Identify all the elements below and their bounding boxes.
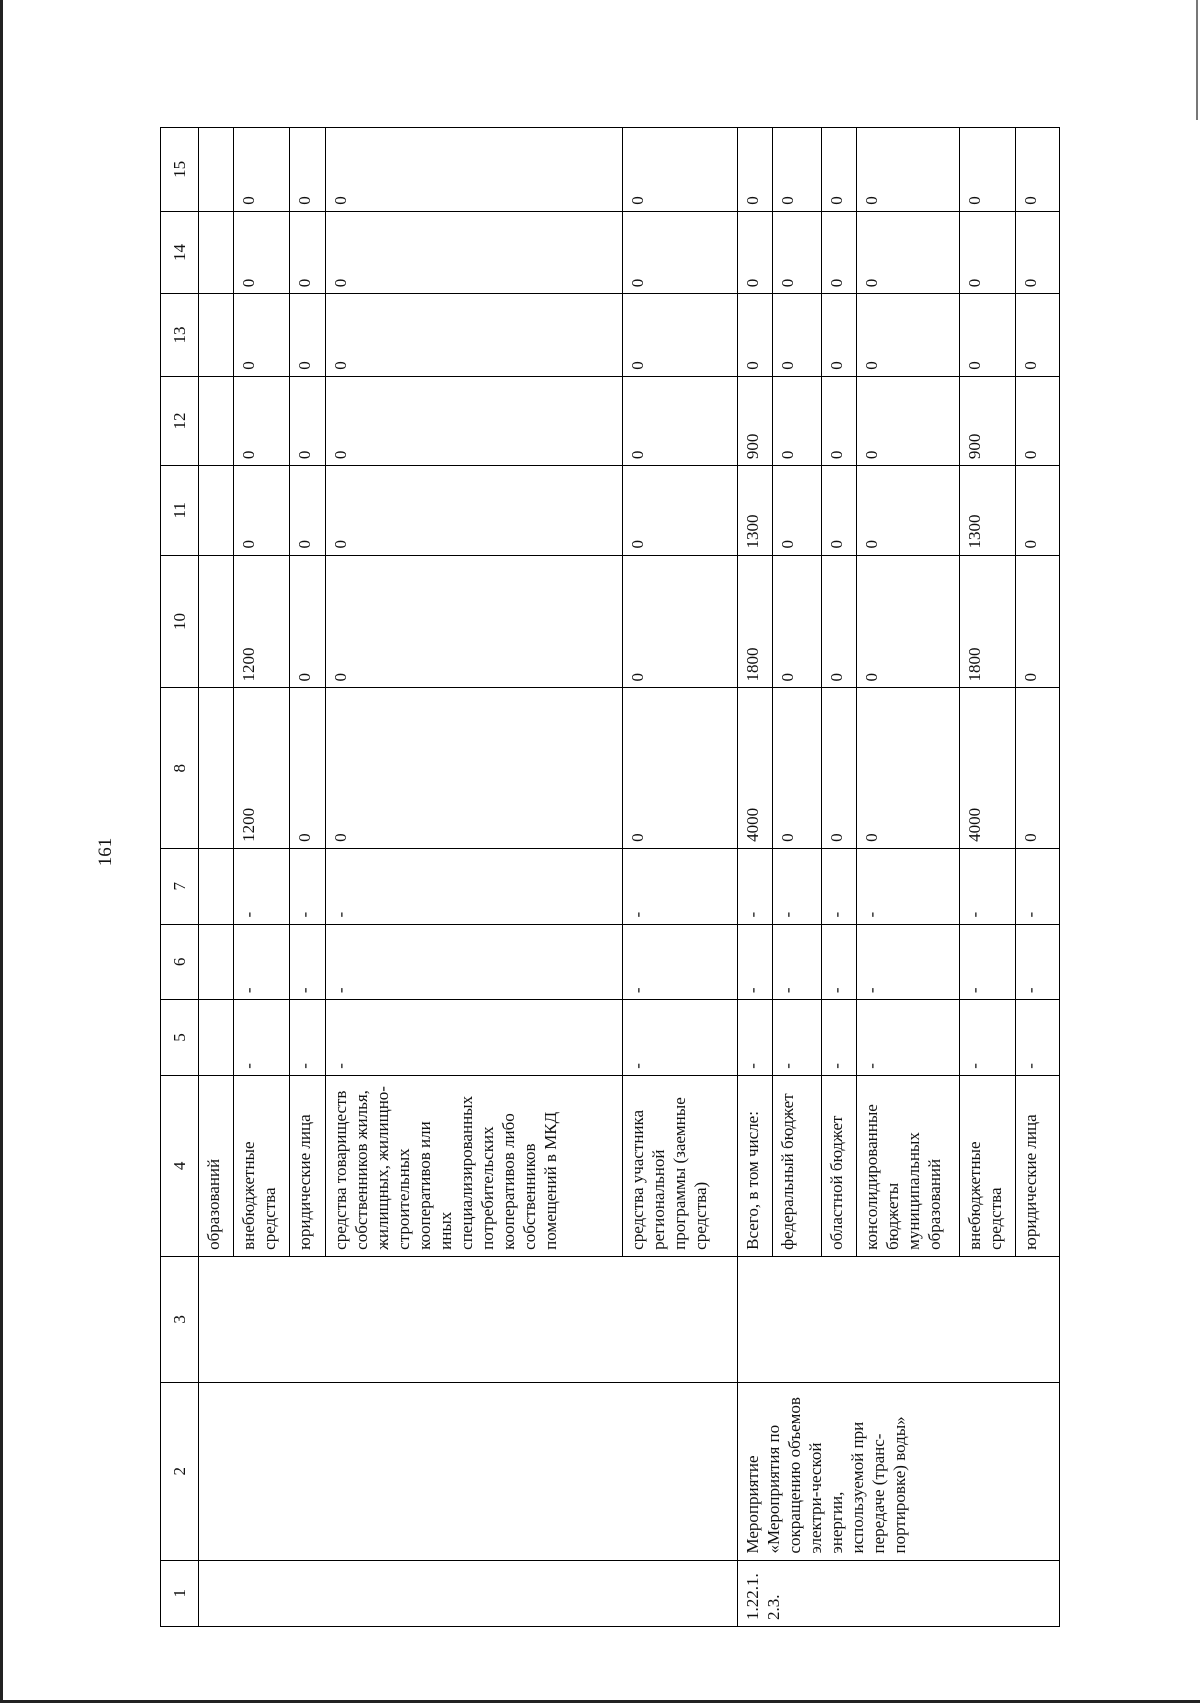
value-cell-col7: - [623, 848, 738, 924]
column-header: 13 [161, 294, 199, 377]
value-cell-col14: 0 [857, 211, 960, 294]
funding-source-cell: внебюджетные средства [959, 1075, 1015, 1256]
funding-source-cell: федеральный бюджет [773, 1075, 822, 1256]
value-cell-col6: - [234, 924, 290, 1000]
value-cell-col6: - [623, 924, 738, 1000]
value-cell-col11: 0 [821, 466, 856, 555]
rotated-table-container [160, 127, 1060, 1627]
value-cell-col8: 0 [290, 688, 325, 848]
value-cell-col15: 0 [234, 128, 290, 212]
column-header: 4 [161, 1075, 199, 1256]
value-cell-col14 [199, 211, 234, 294]
value-cell-col7: - [738, 848, 773, 924]
funding-source-cell: внебюджетные средства [234, 1075, 290, 1256]
value-cell-col6: - [857, 924, 960, 1000]
value-cell-col14: 0 [234, 211, 290, 294]
column-header: 10 [161, 555, 199, 688]
funding-source-cell: консолидированные бюджеты муниципальных образований [857, 1075, 960, 1256]
funding-source-cell: юридические лица [290, 1075, 325, 1256]
value-cell-col7: - [1015, 848, 1059, 924]
value-cell-col10: 0 [821, 555, 856, 688]
value-cell-col8: 4000 [738, 688, 773, 848]
value-cell-col15: 0 [773, 128, 822, 212]
value-cell-col7: - [234, 848, 290, 924]
value-cell-col6: - [738, 924, 773, 1000]
value-cell-col10: 0 [290, 555, 325, 688]
budget-table [160, 127, 1060, 1627]
value-cell-col11: 1300 [738, 466, 773, 555]
value-cell-col6: - [821, 924, 856, 1000]
value-cell-col14: 0 [738, 211, 773, 294]
column-header: 5 [161, 1000, 199, 1076]
value-cell-col5: - [1015, 1000, 1059, 1076]
value-cell-col10: 0 [857, 555, 960, 688]
value-cell-col12: 900 [738, 376, 773, 465]
funding-source-cell: Всего, в том числе: [738, 1075, 773, 1256]
value-cell-col14: 0 [959, 211, 1015, 294]
value-cell-col5: - [773, 1000, 822, 1076]
value-cell-col15: 0 [821, 128, 856, 212]
value-cell-col11: 0 [325, 466, 623, 555]
value-cell-col10: 1800 [959, 555, 1015, 688]
value-cell-col8 [199, 688, 234, 848]
value-cell-col7: - [821, 848, 856, 924]
table-row [199, 128, 234, 1627]
value-cell-col8: 0 [1015, 688, 1059, 848]
value-cell-col8: 0 [773, 688, 822, 848]
value-cell-col8: 0 [821, 688, 856, 848]
value-cell-col13: 0 [325, 294, 623, 377]
value-cell-col14: 0 [325, 211, 623, 294]
row-number-cell [199, 1560, 738, 1626]
value-cell-col12: 0 [821, 376, 856, 465]
value-cell-col7 [199, 848, 234, 924]
value-cell-col5: - [821, 1000, 856, 1076]
column-header: 3 [161, 1256, 199, 1382]
scan-edge-left [0, 0, 3, 1703]
value-cell-col8: 0 [325, 688, 623, 848]
value-cell-col12: 900 [959, 376, 1015, 465]
column-header: 14 [161, 211, 199, 294]
value-cell-col6: - [325, 924, 623, 1000]
column-header: 6 [161, 924, 199, 1000]
value-cell-col14: 0 [290, 211, 325, 294]
value-cell-col6: - [1015, 924, 1059, 1000]
funding-source-cell: юридические лица [1015, 1075, 1059, 1256]
value-cell-col5 [199, 1000, 234, 1076]
value-cell-col10: 1800 [738, 555, 773, 688]
value-cell-col12: 0 [623, 376, 738, 465]
value-cell-col12: 0 [290, 376, 325, 465]
value-cell-col11: 0 [290, 466, 325, 555]
value-cell-col11: 0 [773, 466, 822, 555]
value-cell-col15: 0 [738, 128, 773, 212]
value-cell-col7: - [290, 848, 325, 924]
value-cell-col13: 0 [234, 294, 290, 377]
value-cell-col11: 0 [1015, 466, 1059, 555]
value-cell-col11: 1300 [959, 466, 1015, 555]
value-cell-col11: 0 [623, 466, 738, 555]
value-cell-col11: 0 [857, 466, 960, 555]
value-cell-col10 [199, 555, 234, 688]
funding-source-cell: образований [199, 1075, 234, 1256]
value-cell-col13: 0 [821, 294, 856, 377]
column-header: 8 [161, 688, 199, 848]
table-row [738, 128, 773, 1627]
column-header: 15 [161, 128, 199, 212]
value-cell-col5: - [959, 1000, 1015, 1076]
value-cell-col10: 0 [773, 555, 822, 688]
value-cell-col15: 0 [1015, 128, 1059, 212]
value-cell-col8: 0 [623, 688, 738, 848]
value-cell-col15: 0 [623, 128, 738, 212]
value-cell-col13: 0 [738, 294, 773, 377]
value-cell-col5: - [738, 1000, 773, 1076]
value-cell-col13: 0 [773, 294, 822, 377]
value-cell-col10: 0 [623, 555, 738, 688]
value-cell-col5: - [623, 1000, 738, 1076]
column-header: 1 [161, 1560, 199, 1626]
value-cell-col14: 0 [773, 211, 822, 294]
value-cell-col12 [199, 376, 234, 465]
value-cell-col13 [199, 294, 234, 377]
value-cell-col15: 0 [857, 128, 960, 212]
value-cell-col6: - [773, 924, 822, 1000]
value-cell-col12: 0 [773, 376, 822, 465]
page-number: 161 [95, 837, 116, 867]
header-row [161, 128, 199, 1627]
value-cell-col13: 0 [959, 294, 1015, 377]
value-cell-col10: 1200 [234, 555, 290, 688]
row-number-cell: 1.22.1.2.3. [738, 1560, 1060, 1626]
value-cell-col14: 0 [1015, 211, 1059, 294]
funding-source-cell: средства участника региональной программы (заемные средства) [623, 1075, 738, 1256]
value-cell-col7: - [773, 848, 822, 924]
value-cell-col15: 0 [959, 128, 1015, 212]
value-cell-col13: 0 [1015, 294, 1059, 377]
column-header: 7 [161, 848, 199, 924]
value-cell-col12: 0 [325, 376, 623, 465]
column-header: 2 [161, 1382, 199, 1560]
scan-edge-right [1196, 0, 1198, 120]
value-cell-col10: 0 [1015, 555, 1059, 688]
value-cell-col5: - [857, 1000, 960, 1076]
value-cell-col12: 0 [1015, 376, 1059, 465]
value-cell-col15: 0 [290, 128, 325, 212]
column-header: 12 [161, 376, 199, 465]
value-cell-col11 [199, 466, 234, 555]
value-cell-col8: 0 [857, 688, 960, 848]
measure-name-cell [199, 1382, 738, 1560]
value-cell-col5: - [234, 1000, 290, 1076]
column-header: 11 [161, 466, 199, 555]
value-cell-col14: 0 [623, 211, 738, 294]
value-cell-col13: 0 [290, 294, 325, 377]
value-cell-col8: 1200 [234, 688, 290, 848]
value-cell-col8: 4000 [959, 688, 1015, 848]
value-cell-col7: - [857, 848, 960, 924]
column-3-cell [738, 1256, 1060, 1382]
funding-source-cell: областной бюджет [821, 1075, 856, 1256]
value-cell-col7: - [959, 848, 1015, 924]
value-cell-col5: - [290, 1000, 325, 1076]
value-cell-col7: - [325, 848, 623, 924]
value-cell-col6: - [959, 924, 1015, 1000]
value-cell-col6: - [290, 924, 325, 1000]
value-cell-col11: 0 [234, 466, 290, 555]
value-cell-col15: 0 [325, 128, 623, 212]
value-cell-col5: - [325, 1000, 623, 1076]
value-cell-col12: 0 [234, 376, 290, 465]
value-cell-col10: 0 [325, 555, 623, 688]
measure-name-cell: Мероприятие «Мероприятия по сокращению объемов электри-ческой энергии, используемой при передаче (транс-портировке) воды» [738, 1382, 1060, 1560]
value-cell-col12: 0 [857, 376, 960, 465]
value-cell-col15 [199, 128, 234, 212]
value-cell-col6 [199, 924, 234, 1000]
value-cell-col14: 0 [821, 211, 856, 294]
value-cell-col13: 0 [857, 294, 960, 377]
column-3-cell [199, 1256, 738, 1382]
funding-source-cell: средства товариществ собственников жилья, жилищных, жилищно-строительных кооперативов или иных специализированных потребительских кооперативов либо собственников помещений в МКД [325, 1075, 623, 1256]
value-cell-col13: 0 [623, 294, 738, 377]
